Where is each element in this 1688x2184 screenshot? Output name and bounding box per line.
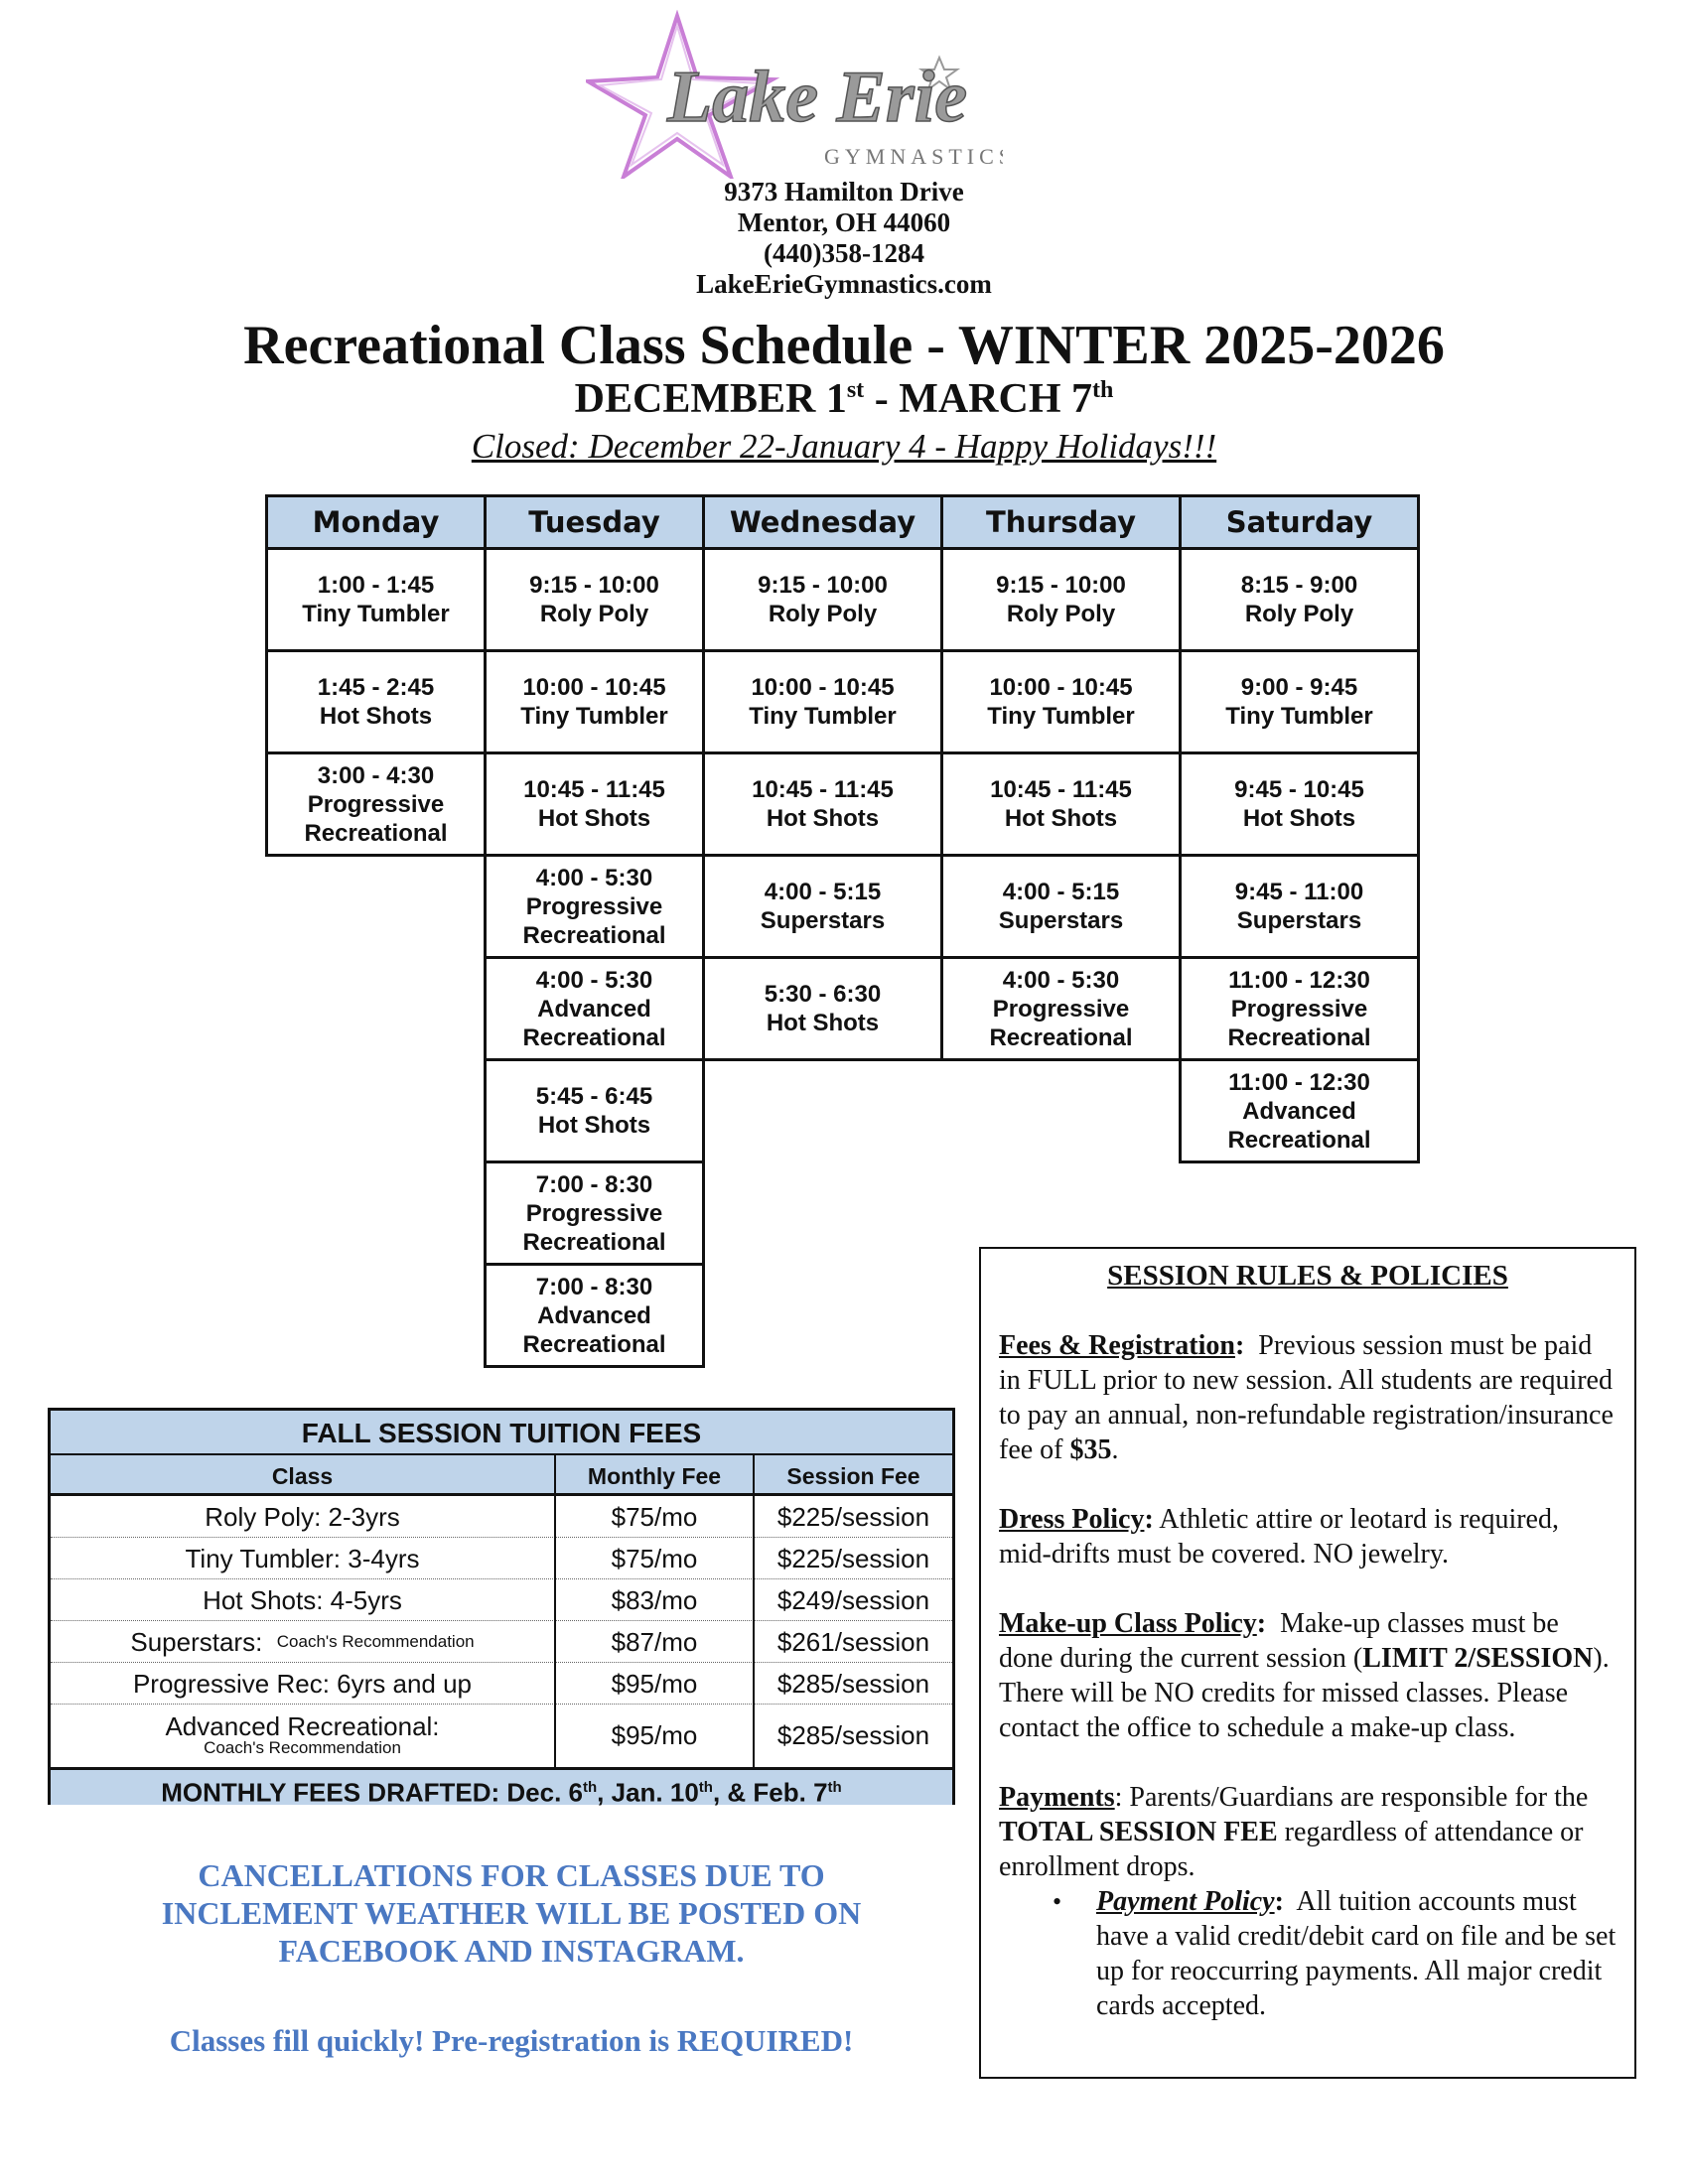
session-rules-box xyxy=(979,1247,1636,2079)
fees-header-class: Class xyxy=(51,1455,554,1496)
fees-registration-policy: Fees & Registration: Previous session must be paid in FULL prior to new session. All students are required to pay an annual, non-refundable registration/insurance fee of $35. xyxy=(999,1330,1614,1465)
day-header-monday: Monday xyxy=(265,494,487,550)
schedule-slot: 10:00 - 10:45 Tiny Tumbler xyxy=(702,649,943,754)
schedule-slot: 1:45 - 2:45 Hot Shots xyxy=(265,649,487,754)
schedule-slot: 10:00 - 10:45 Tiny Tumbler xyxy=(940,649,1182,754)
phone-number: (440)358-1284 xyxy=(764,238,924,268)
schedule-slot: 8:15 - 9:00 Roly Poly xyxy=(1179,547,1420,652)
fee-row: Tiny Tumbler: 3-4yrs $75/mo $225/session xyxy=(51,1538,952,1579)
preregistration-notice: Classes fill quickly! Pre-registration is REQUIRED! xyxy=(169,2023,854,2058)
schedule-slot: 10:45 - 11:45 Hot Shots xyxy=(484,751,705,857)
day-header-wednesday: Wednesday xyxy=(702,494,943,550)
schedule-slot: 10:00 - 10:45 Tiny Tumbler xyxy=(484,649,705,754)
fees-title: FALL SESSION TUITION FEES xyxy=(51,1411,952,1455)
day-header-thursday: Thursday xyxy=(940,494,1182,550)
closure-notice: Closed: December 22-January 4 - Happy Holidays!!! xyxy=(471,427,1217,466)
gym-logo xyxy=(586,10,1003,179)
schedule-slot: 10:45 - 11:45 Hot Shots xyxy=(940,751,1182,857)
day-header-saturday: Saturday xyxy=(1179,494,1420,550)
schedule-slot: 5:30 - 6:30 Hot Shots xyxy=(702,956,943,1061)
address-street: 9373 Hamilton Drive xyxy=(724,177,964,206)
monthly-draft-dates: MONTHLY FEES DRAFTED: Dec. 6th, Jan. 10th, & Feb. 7th xyxy=(51,1767,952,1805)
fee-row: Superstars: Coach's Recommendation $87/mo $261/session xyxy=(51,1621,952,1663)
schedule-slot: 9:15 - 10:00 Roly Poly xyxy=(484,547,705,652)
schedule-slot: 9:15 - 10:00 Roly Poly xyxy=(702,547,943,652)
fees-header-session: Session Fee xyxy=(755,1455,952,1496)
schedule-slot: 9:15 - 10:00 Roly Poly xyxy=(940,547,1182,652)
schedule-slot: 4:00 - 5:30 Advanced Recreational xyxy=(484,956,705,1061)
schedule-slot: 9:45 - 11:00 Superstars xyxy=(1179,854,1420,959)
page-title: Recreational Class Schedule - WINTER 2025-2026 xyxy=(243,315,1445,376)
schedule-slot: 4:00 - 5:30 Progressive Recreational xyxy=(484,854,705,959)
fees-header-monthly: Monthly Fee xyxy=(556,1455,753,1496)
logo-wordmark: Lake Erie xyxy=(667,57,968,138)
schedule-slot: 4:00 - 5:15 Superstars xyxy=(702,854,943,959)
schedule-slot: 10:45 - 11:45 Hot Shots xyxy=(702,751,943,857)
dress-policy: Dress Policy: Athletic attire or leotard is required, mid-drifts must be covered. NO jewelry. xyxy=(999,1504,1559,1570)
schedule-slot: 1:00 - 1:45 Tiny Tumbler xyxy=(265,547,487,652)
fee-row: Advanced Recreational: Coach's Recommendation $95/mo $285/session xyxy=(165,1711,930,1757)
address-city: Mentor, OH 44060 xyxy=(737,207,951,237)
schedule-slot: 7:00 - 8:30 Progressive Recreational xyxy=(484,1160,705,1266)
schedule-slot: 11:00 - 12:30 Advanced Recreational xyxy=(1179,1058,1420,1163)
fee-row: Roly Poly: 2-3yrs $75/mo $225/session xyxy=(51,1496,952,1538)
schedule-slot: 7:00 - 8:30 Advanced Recreational xyxy=(484,1263,705,1368)
day-header-tuesday: Tuesday xyxy=(484,494,705,550)
rules-title: SESSION RULES & POLICIES xyxy=(1107,1260,1508,1292)
weather-cancellation-notice: CANCELLATIONS FOR CLASSES DUE TO INCLEMENT WEATHER WILL BE POSTED ON FACEBOOK AND INSTAGRAM. xyxy=(161,1857,862,1969)
payment-policy-bullet: • Payment Policy: All tuition accounts must have a valid credit/debit card on file and be set up for reoccurring payments. All major credit cards accepted. xyxy=(1096,1884,1617,2023)
website: LakeErieGymnastics.com xyxy=(696,269,992,299)
star-logo-icon xyxy=(586,10,1003,179)
schedule-slot: 9:45 - 10:45 Hot Shots xyxy=(1179,751,1420,857)
column-divider xyxy=(554,1455,556,1767)
logo-subtext: GYMNASTICS xyxy=(824,144,1003,169)
schedule-slot: 3:00 - 4:30 Progressive Recreational xyxy=(265,751,487,857)
schedule-slot: 9:00 - 9:45 Tiny Tumbler xyxy=(1179,649,1420,754)
schedule-slot: 4:00 - 5:30 Progressive Recreational xyxy=(940,956,1182,1061)
schedule-slot: 11:00 - 12:30 Progressive Recreational xyxy=(1179,956,1420,1061)
schedule-slot: 5:45 - 6:45 Hot Shots xyxy=(484,1058,705,1163)
fee-row: Hot Shots: 4-5yrs $83/mo $249/session xyxy=(51,1579,952,1621)
column-divider xyxy=(753,1455,755,1767)
payments-policy: Payments: Parents/Guardians are responsible for the TOTAL SESSION FEE regardless of attendance or enrollment drops. xyxy=(999,1782,1589,1882)
session-dates: DECEMBER 1st - MARCH 7th xyxy=(574,376,1114,422)
makeup-class-policy: Make-up Class Policy: Make-up classes must be done during the current session (LIMIT 2/SESSION). There will be NO credits for missed classes. Please contact the office to schedule a make-up class. xyxy=(999,1608,1610,1743)
fee-row: Progressive Rec: 6yrs and up $95/mo $285/session xyxy=(51,1663,952,1705)
tuition-fees-table xyxy=(48,1408,955,1808)
schedule-slot: 4:00 - 5:15 Superstars xyxy=(940,854,1182,959)
